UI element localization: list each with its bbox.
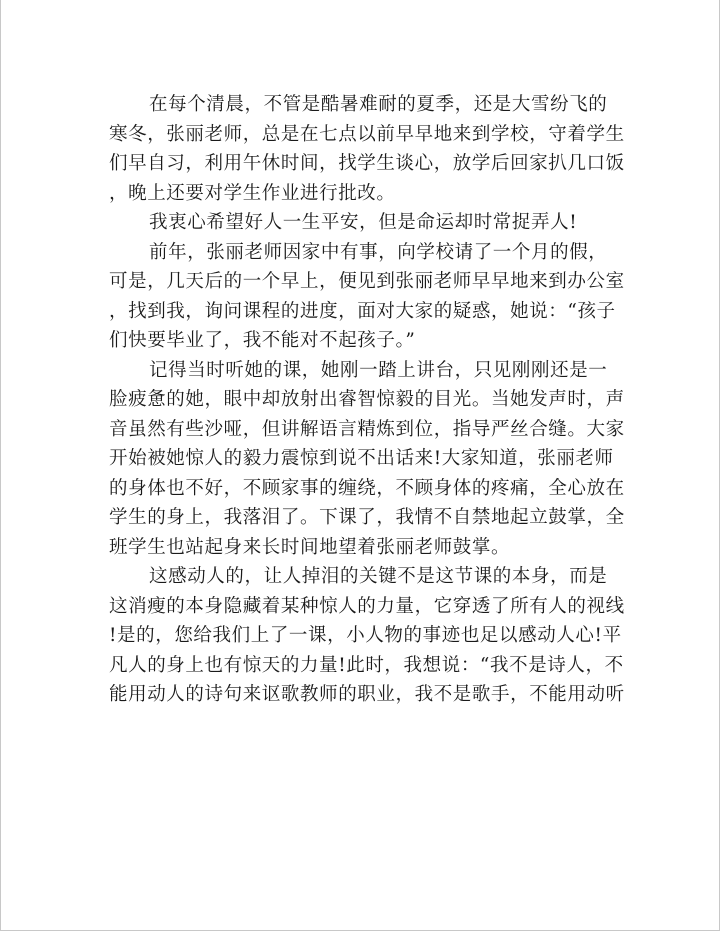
- text-line: 记得当时听她的课，她刚一踏上讲台，只见刚刚还是一: [149, 359, 608, 381]
- paragraph-1: [109, 90, 625, 208]
- text-line: 凡人的身上也有惊天的力量!此时，我想说：“我不是诗人，不: [109, 654, 624, 676]
- paragraph-5: [109, 562, 625, 710]
- text-line: 开始被她惊人的毅力震惊到说不出话来!大家知道，张丽老师: [109, 448, 614, 469]
- text-line: !是的，您给我们上了一课，小人物的事迹也足以感动人心!平: [109, 625, 622, 646]
- text-line: 脸疲惫的她，眼中却放射出睿智惊毅的目光。当她发声时，声: [109, 389, 625, 410]
- text-line: 的身体也不好，不顾家事的缠绕，不顾身体的疼痛，全心放在: [109, 477, 625, 499]
- paragraph-2: [109, 208, 619, 238]
- document-body: [109, 90, 625, 710]
- text-line: 能用动人的诗句来讴歌教师的职业，我不是歌手，不能用动听: [109, 684, 625, 705]
- text-line: 可是，几天后的一个早上，便见到张丽老师早早地来到办公室: [109, 271, 625, 292]
- text-line: ，晚上还要对学生作业进行批改。: [109, 182, 396, 204]
- text-line: 前年，张丽老师因家中有事，向学校请了一个月的假，: [149, 241, 608, 263]
- text-line: 班学生也站起身来长时间地望着张丽老师鼓掌。: [109, 536, 511, 558]
- text-line: 这感动人的，让人掉泪的关键不是这节课的本身，而是: [149, 566, 608, 587]
- text-line: 寒冬，张丽老师，总是在七点以前早早地来到学校，守着学生: [109, 123, 625, 145]
- text-line: 在每个清晨，不管是酷暑难耐的夏季，还是大雪纷飞的: [149, 94, 608, 115]
- text-line: 们快要毕业了，我不能对不起孩子。”: [109, 330, 416, 351]
- paragraph-3: [109, 238, 625, 356]
- text-line: 我衷心希望好人一生平安，但是命运却时常捉弄人!: [149, 212, 578, 233]
- text-line: 学生的身上，我落泪了。下课了，我情不自禁地起立鼓掌，全: [109, 507, 625, 528]
- paragraph-4: [109, 356, 625, 563]
- text-line: 们早自习，利用午休时间，找学生谈心，放学后回家扒几口饭: [109, 153, 625, 174]
- text-line: ，找到我，询问课程的进度，面对大家的疑惑，她说：“孩子: [109, 300, 616, 322]
- text-line: 音虽然有些沙哑，但讲解语言精炼到位，指导严丝合缝。大家: [109, 418, 625, 440]
- text-line: 这消瘦的本身隐藏着某种惊人的力量，它穿透了所有人的视线: [109, 595, 625, 617]
